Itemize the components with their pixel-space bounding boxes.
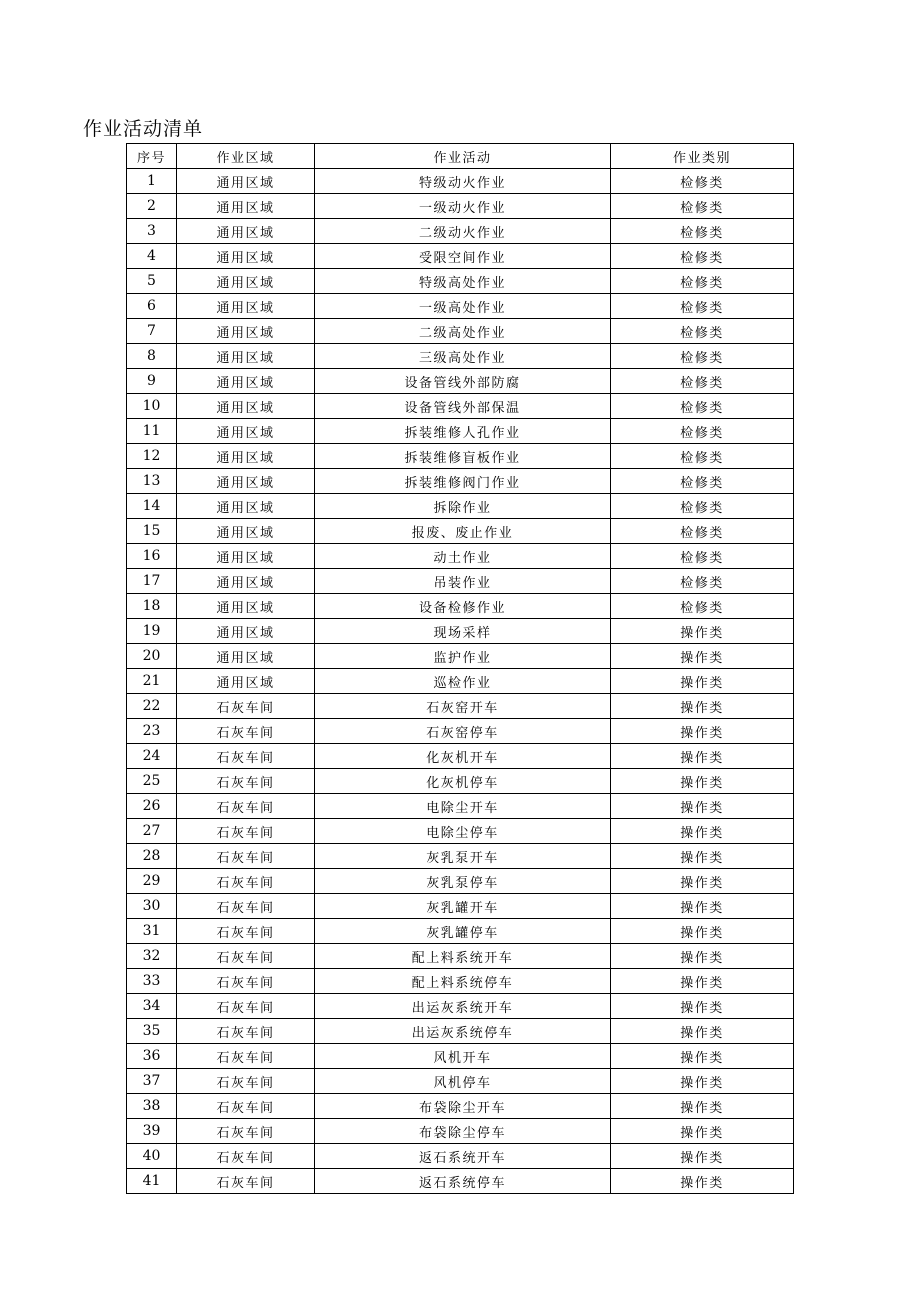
cell-category: 操作类 (611, 719, 794, 744)
cell-no: 33 (127, 969, 177, 994)
cell-area: 通用区域 (177, 544, 315, 569)
cell-category: 操作类 (611, 619, 794, 644)
table-row (127, 1019, 794, 1044)
cell-category: 检修类 (611, 519, 794, 544)
table-row (127, 644, 794, 669)
table-row (127, 444, 794, 469)
cell-no: 8 (127, 344, 177, 369)
cell-area: 石灰车间 (177, 969, 315, 994)
cell-no: 25 (127, 769, 177, 794)
cell-no: 11 (127, 419, 177, 444)
cell-area: 通用区域 (177, 519, 315, 544)
cell-no: 26 (127, 794, 177, 819)
cell-activity: 一级高处作业 (315, 294, 611, 319)
table-row (127, 769, 794, 794)
table-row (127, 419, 794, 444)
cell-area: 石灰车间 (177, 719, 315, 744)
cell-category: 检修类 (611, 194, 794, 219)
table-row (127, 319, 794, 344)
cell-no: 39 (127, 1119, 177, 1144)
table-row (127, 219, 794, 244)
cell-no: 19 (127, 619, 177, 644)
cell-category: 检修类 (611, 294, 794, 319)
cell-activity: 电除尘开车 (315, 794, 611, 819)
cell-area: 石灰车间 (177, 1094, 315, 1119)
cell-area: 石灰车间 (177, 1169, 315, 1194)
cell-category: 操作类 (611, 1044, 794, 1069)
cell-no: 38 (127, 1094, 177, 1119)
cell-no: 28 (127, 844, 177, 869)
cell-category: 操作类 (611, 1144, 794, 1169)
cell-no: 27 (127, 819, 177, 844)
header-no: 序号 (127, 144, 177, 169)
cell-category: 操作类 (611, 794, 794, 819)
cell-activity: 二级动火作业 (315, 219, 611, 244)
cell-no: 15 (127, 519, 177, 544)
cell-area: 石灰车间 (177, 769, 315, 794)
cell-category: 检修类 (611, 319, 794, 344)
cell-activity: 化灰机开车 (315, 744, 611, 769)
cell-category: 操作类 (611, 869, 794, 894)
table-row (127, 269, 794, 294)
cell-no: 34 (127, 994, 177, 1019)
table-row (127, 1094, 794, 1119)
cell-activity: 灰乳泵停车 (315, 869, 611, 894)
cell-no: 18 (127, 594, 177, 619)
cell-area: 石灰车间 (177, 794, 315, 819)
cell-activity: 返石系统停车 (315, 1169, 611, 1194)
cell-category: 检修类 (611, 419, 794, 444)
table-row (127, 194, 794, 219)
table-row (127, 1069, 794, 1094)
cell-no: 30 (127, 894, 177, 919)
cell-activity: 配上料系统停车 (315, 969, 611, 994)
cell-activity: 风机开车 (315, 1044, 611, 1069)
cell-activity: 监护作业 (315, 644, 611, 669)
cell-activity: 风机停车 (315, 1069, 611, 1094)
cell-no: 2 (127, 194, 177, 219)
cell-category: 检修类 (611, 444, 794, 469)
cell-no: 17 (127, 569, 177, 594)
cell-activity: 石灰窑开车 (315, 694, 611, 719)
table-row (127, 294, 794, 319)
cell-activity: 布袋除尘停车 (315, 1119, 611, 1144)
cell-category: 检修类 (611, 269, 794, 294)
cell-no: 40 (127, 1144, 177, 1169)
table-row (127, 244, 794, 269)
cell-category: 操作类 (611, 694, 794, 719)
cell-activity: 二级高处作业 (315, 319, 611, 344)
cell-area: 通用区域 (177, 594, 315, 619)
cell-activity: 特级高处作业 (315, 269, 611, 294)
cell-category: 操作类 (611, 994, 794, 1019)
cell-category: 操作类 (611, 1094, 794, 1119)
table-row (127, 544, 794, 569)
cell-no: 1 (127, 169, 177, 194)
cell-area: 通用区域 (177, 319, 315, 344)
cell-activity: 配上料系统开车 (315, 944, 611, 969)
cell-activity: 拆装维修盲板作业 (315, 444, 611, 469)
page-title: 作业活动清单 (83, 118, 204, 140)
cell-activity: 拆装维修人孔作业 (315, 419, 611, 444)
cell-activity: 设备管线外部保温 (315, 394, 611, 419)
cell-area: 通用区域 (177, 444, 315, 469)
cell-activity: 石灰窑停车 (315, 719, 611, 744)
cell-category: 检修类 (611, 544, 794, 569)
cell-category: 操作类 (611, 819, 794, 844)
table-row (127, 819, 794, 844)
table-row (127, 669, 794, 694)
cell-area: 石灰车间 (177, 1144, 315, 1169)
cell-no: 5 (127, 269, 177, 294)
cell-category: 操作类 (611, 669, 794, 694)
cell-activity: 灰乳罐开车 (315, 894, 611, 919)
cell-category: 操作类 (611, 844, 794, 869)
cell-category: 检修类 (611, 369, 794, 394)
cell-category: 检修类 (611, 219, 794, 244)
cell-category: 操作类 (611, 1019, 794, 1044)
cell-area: 通用区域 (177, 419, 315, 444)
cell-area: 石灰车间 (177, 694, 315, 719)
cell-no: 7 (127, 319, 177, 344)
cell-activity: 特级动火作业 (315, 169, 611, 194)
cell-no: 9 (127, 369, 177, 394)
cell-no: 31 (127, 919, 177, 944)
table-row (127, 944, 794, 969)
table-row (127, 694, 794, 719)
cell-category: 操作类 (611, 894, 794, 919)
cell-activity: 吊装作业 (315, 569, 611, 594)
cell-no: 4 (127, 244, 177, 269)
cell-category: 操作类 (611, 969, 794, 994)
table-row (127, 344, 794, 369)
table-row (127, 519, 794, 544)
cell-category: 操作类 (611, 1069, 794, 1094)
cell-activity: 设备检修作业 (315, 594, 611, 619)
table-row (127, 569, 794, 594)
table-row (127, 894, 794, 919)
table-row (127, 744, 794, 769)
activity-table (126, 143, 794, 1194)
cell-area: 通用区域 (177, 669, 315, 694)
cell-no: 29 (127, 869, 177, 894)
cell-area: 通用区域 (177, 244, 315, 269)
cell-category: 操作类 (611, 1169, 794, 1194)
cell-area: 石灰车间 (177, 944, 315, 969)
cell-category: 操作类 (611, 644, 794, 669)
cell-no: 10 (127, 394, 177, 419)
cell-area: 石灰车间 (177, 1019, 315, 1044)
cell-no: 3 (127, 219, 177, 244)
cell-area: 石灰车间 (177, 1119, 315, 1144)
cell-area: 石灰车间 (177, 894, 315, 919)
cell-activity: 拆除作业 (315, 494, 611, 519)
cell-activity: 电除尘停车 (315, 819, 611, 844)
cell-no: 16 (127, 544, 177, 569)
cell-area: 石灰车间 (177, 844, 315, 869)
table-row (127, 719, 794, 744)
cell-category: 操作类 (611, 769, 794, 794)
cell-category: 操作类 (611, 944, 794, 969)
cell-activity: 设备管线外部防腐 (315, 369, 611, 394)
table-row (127, 1144, 794, 1169)
cell-area: 通用区域 (177, 494, 315, 519)
cell-area: 通用区域 (177, 294, 315, 319)
cell-category: 检修类 (611, 344, 794, 369)
cell-category: 操作类 (611, 744, 794, 769)
cell-activity: 巡检作业 (315, 669, 611, 694)
cell-area: 石灰车间 (177, 1044, 315, 1069)
table-row (127, 969, 794, 994)
table-body (127, 169, 794, 1194)
cell-area: 通用区域 (177, 569, 315, 594)
header-category: 作业类别 (611, 144, 794, 169)
cell-area: 通用区域 (177, 269, 315, 294)
cell-no: 32 (127, 944, 177, 969)
cell-no: 41 (127, 1169, 177, 1194)
cell-category: 检修类 (611, 469, 794, 494)
cell-category: 检修类 (611, 394, 794, 419)
table-row (127, 494, 794, 519)
table-header-row (127, 144, 794, 169)
cell-area: 通用区域 (177, 394, 315, 419)
cell-no: 24 (127, 744, 177, 769)
cell-area: 石灰车间 (177, 919, 315, 944)
cell-activity: 动土作业 (315, 544, 611, 569)
cell-area: 通用区域 (177, 169, 315, 194)
cell-activity: 返石系统开车 (315, 1144, 611, 1169)
header-activity: 作业活动 (315, 144, 611, 169)
cell-category: 操作类 (611, 1119, 794, 1144)
table-row (127, 619, 794, 644)
cell-activity: 灰乳罐停车 (315, 919, 611, 944)
table-row (127, 844, 794, 869)
cell-no: 6 (127, 294, 177, 319)
cell-activity: 布袋除尘开车 (315, 1094, 611, 1119)
table-row (127, 169, 794, 194)
cell-category: 检修类 (611, 569, 794, 594)
cell-activity: 出运灰系统停车 (315, 1019, 611, 1044)
cell-no: 35 (127, 1019, 177, 1044)
cell-area: 石灰车间 (177, 1069, 315, 1094)
cell-area: 通用区域 (177, 344, 315, 369)
table-row (127, 469, 794, 494)
cell-area: 石灰车间 (177, 869, 315, 894)
cell-activity: 受限空间作业 (315, 244, 611, 269)
cell-area: 通用区域 (177, 369, 315, 394)
cell-category: 检修类 (611, 494, 794, 519)
cell-no: 12 (127, 444, 177, 469)
cell-activity: 出运灰系统开车 (315, 994, 611, 1019)
table-row (127, 369, 794, 394)
cell-activity: 三级高处作业 (315, 344, 611, 369)
table-row (127, 994, 794, 1019)
cell-no: 37 (127, 1069, 177, 1094)
table-row (127, 594, 794, 619)
table-row (127, 1119, 794, 1144)
table-row (127, 919, 794, 944)
table-row (127, 1044, 794, 1069)
cell-no: 21 (127, 669, 177, 694)
cell-area: 通用区域 (177, 469, 315, 494)
cell-no: 36 (127, 1044, 177, 1069)
cell-area: 通用区域 (177, 219, 315, 244)
cell-activity: 灰乳泵开车 (315, 844, 611, 869)
cell-category: 操作类 (611, 919, 794, 944)
cell-area: 通用区域 (177, 619, 315, 644)
table-row (127, 794, 794, 819)
cell-category: 检修类 (611, 244, 794, 269)
cell-category: 检修类 (611, 594, 794, 619)
table-row (127, 394, 794, 419)
cell-activity: 拆装维修阀门作业 (315, 469, 611, 494)
cell-area: 石灰车间 (177, 819, 315, 844)
cell-category: 检修类 (611, 169, 794, 194)
cell-no: 22 (127, 694, 177, 719)
cell-no: 20 (127, 644, 177, 669)
cell-area: 通用区域 (177, 644, 315, 669)
cell-no: 13 (127, 469, 177, 494)
cell-area: 石灰车间 (177, 994, 315, 1019)
cell-area: 通用区域 (177, 194, 315, 219)
cell-activity: 一级动火作业 (315, 194, 611, 219)
table-row (127, 1169, 794, 1194)
cell-area: 石灰车间 (177, 744, 315, 769)
cell-no: 23 (127, 719, 177, 744)
cell-activity: 报废、废止作业 (315, 519, 611, 544)
table-row (127, 869, 794, 894)
header-area: 作业区域 (177, 144, 315, 169)
cell-activity: 化灰机停车 (315, 769, 611, 794)
cell-no: 14 (127, 494, 177, 519)
cell-activity: 现场采样 (315, 619, 611, 644)
